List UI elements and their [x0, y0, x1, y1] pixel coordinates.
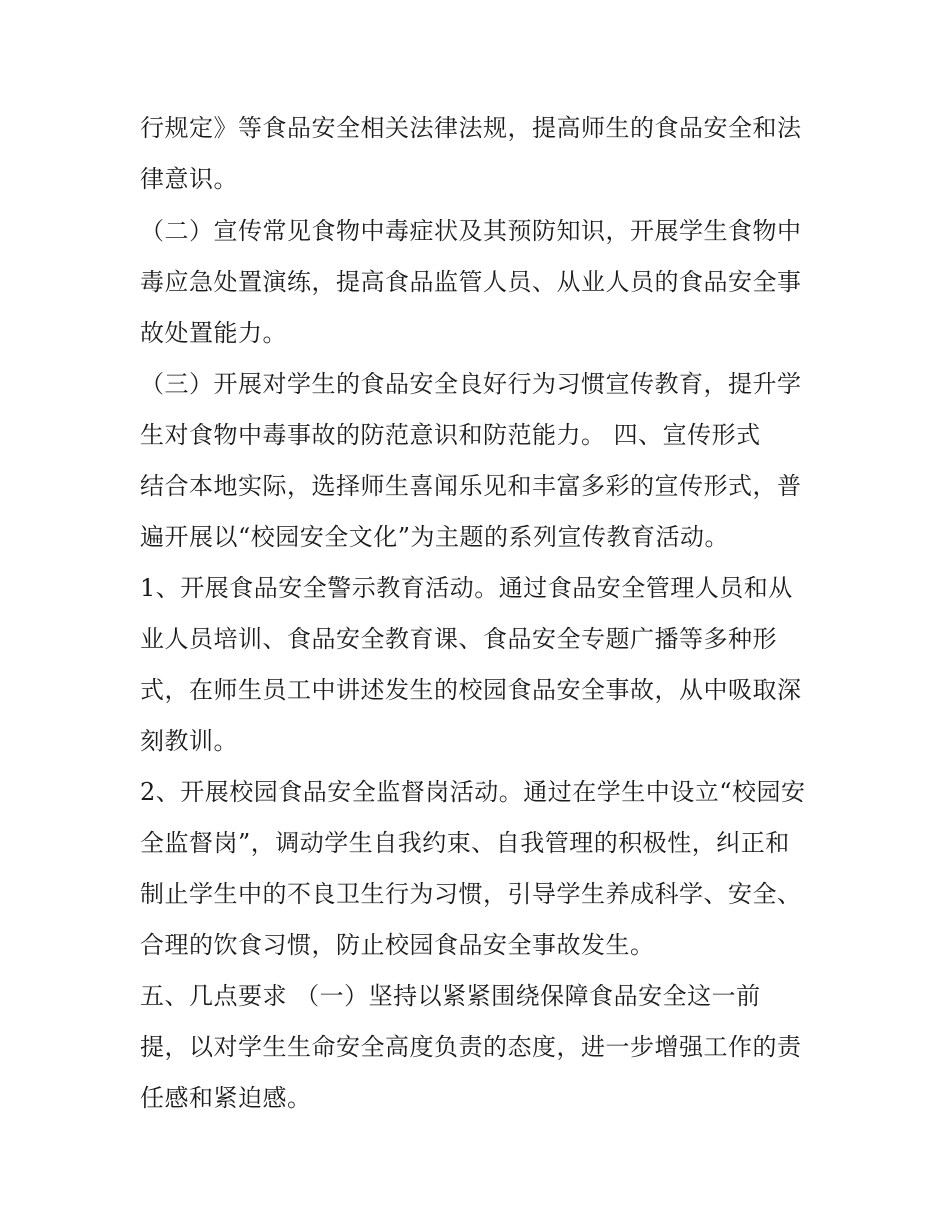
text-line: （三）开展对学生的食品安全良好行为习惯宣传教育，提升学	[140, 370, 802, 398]
text-line: 遍开展以“校园安全文化”为主题的系列宣传教育活动。	[140, 523, 730, 551]
text-line: 2、开展校园食品安全监督岗活动。通过在学生中设立“校园安	[140, 778, 806, 806]
text-line: 毒应急处置演练，提高食品监管人员、从业人员的食品安全事	[140, 268, 802, 296]
text-line: 刻教训。	[140, 727, 238, 755]
text-line: 制止学生中的不良卫生行为习惯，引导学生养成科学、安全、	[140, 880, 802, 908]
text-line: 结合本地实际，选择师生喜闻乐见和丰富多彩的宣传形式，普	[140, 472, 802, 500]
text-line: 式，在师生员工中讲述发生的校园食品安全事故，从中吸取深	[140, 676, 802, 704]
text-line: 合理的饮食习惯，防止校园食品安全事故发生。	[140, 931, 655, 959]
text-line: 任感和紧迫感。	[140, 1084, 312, 1112]
text-line: 行规定》等食品安全相关法律法规，提高师生的食品安全和法	[140, 114, 802, 142]
text-line: 故处置能力。	[140, 319, 287, 347]
text-line: 生对食物中毒事故的防范意识和防范能力。 四、宣传形式	[140, 421, 761, 449]
text-line: 业人员培训、食品安全教育课、食品安全专题广播等多种形	[140, 625, 777, 653]
text-line: （二）宣传常见食物中毒症状及其预防知识，开展学生食物中	[140, 217, 802, 245]
text-line: 五、几点要求 （一）坚持以紧紧围绕保障食品安全这一前	[140, 982, 761, 1010]
text-line: 律意识。	[140, 165, 238, 193]
text-line: 1、开展食品安全警示教育活动。通过食品安全管理人员和从	[140, 574, 793, 602]
text-line: 全监督岗”，调动学生自我约束、自我管理的积极性，纠正和	[140, 829, 790, 857]
text-line: 提，以对学生生命安全高度负责的态度，进一步增强工作的责	[140, 1033, 802, 1061]
